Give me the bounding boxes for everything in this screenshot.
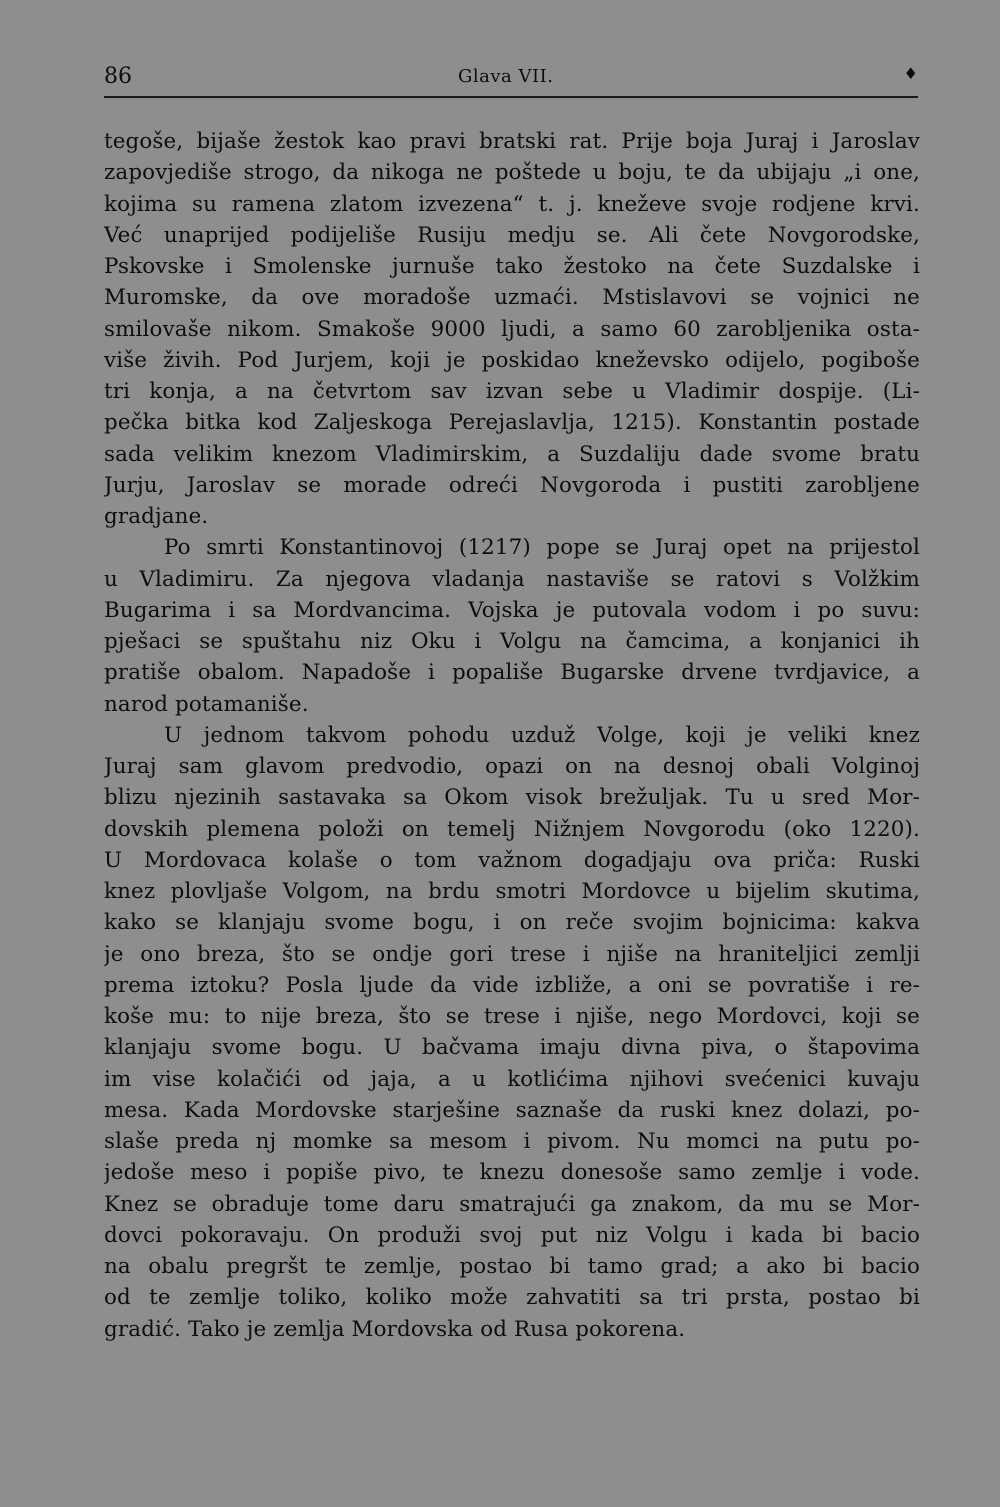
text-line: dovskih plemena položi on temelj Nižnjem Novgorodu (oko 1220). bbox=[104, 816, 920, 842]
text-line: slaše preda nj momke sa mesom i pivom. Nu momci na putu po- bbox=[104, 1129, 920, 1154]
text-line: na obalu pregršt te zemlje, postao bi tamo grad; a ako bi bacio bbox=[104, 1254, 920, 1279]
text-line: koše mu: to nije breza, što se trese i njiše, nego Mordovci, koji se bbox=[104, 1004, 920, 1029]
text-line: im vise kolačići od jaja, a u kotlićima njihovi svećenici kuvaju bbox=[104, 1066, 920, 1092]
text-line: narod potamaniše. bbox=[104, 691, 309, 717]
page-header bbox=[104, 64, 920, 92]
text-line: gradjane. bbox=[104, 504, 209, 529]
text-line: od te zemlje toliko, koliko može zahvatiti sa tri prsta, postao bi bbox=[104, 1285, 920, 1311]
text-line: Već unaprijed podijeliše Rusiju medju se. Ali čete Novgorodske, bbox=[104, 222, 920, 248]
text-line: blizu njezinih sastavaka sa Okom visok brežuljak. Tu u sred Mor- bbox=[104, 785, 920, 811]
text-line: tegoše, bijaše žestok kao pravi bratski rat. Prije boja Juraj i Jaroslav bbox=[104, 129, 920, 154]
text-line: klanjaju svome bogu. U bačvama imaju divna piva, o štapovima bbox=[104, 1035, 920, 1061]
header-rule bbox=[104, 96, 918, 98]
text-line: pratiše obalom. Napadoše i popališe Bugarske drvene tvrdjavice, a bbox=[104, 660, 920, 686]
text-line: Knez se obraduje tome daru smatrajući ga znakom, da mu se Mor- bbox=[104, 1191, 920, 1217]
text-line: sada velikim knezom Vladimirskim, a Suzdaliju dade svome bratu bbox=[104, 441, 920, 467]
text-line: kako se klanjaju svome bogu, i on reče svojim bojnicima: kakva bbox=[104, 910, 920, 936]
text-line: gradić. Tako je zemlja Mordovska od Rusa pokorena. bbox=[104, 1316, 686, 1342]
text-line: kojima su ramena zlatom izvezena“ t. j. kneževe svoje rodjene krvi. bbox=[104, 191, 920, 217]
text-line: jedoše meso i popiše pivo, te knezu donesoše samo zemlje i vode. bbox=[104, 1160, 920, 1186]
text-line: je ono breza, što se ondje gori trese i njiše na hraniteljici zemlji bbox=[104, 941, 920, 967]
ornament-icon: ♦ bbox=[903, 64, 918, 83]
text-line: dovci pokoravaju. On produži svoj put niz Volgu i kada bi bacio bbox=[104, 1222, 920, 1248]
text-line: U Mordovaca kolaše o tom važnom dogadjaju ova priča: Ruski bbox=[104, 847, 920, 873]
text-line: knez plovljaše Volgom, na brdu smotri Mordovce u bijelim skutima, bbox=[104, 879, 920, 904]
text-line: tri konja, a na četvrtom sav izvan sebe u Vladimir dospije. (Li- bbox=[104, 379, 920, 404]
text-line: Jurju, Jaroslav se morade odreći Novgoroda i pustiti zarobljene bbox=[104, 472, 920, 498]
text-line: smilovaše nikom. Smakoše 9000 ljudi, a samo 60 zarobljenika osta- bbox=[104, 316, 920, 342]
text-line: zapovjediše strogo, da nikoga ne poštede u boju, te da ubijaju „i one, bbox=[104, 160, 920, 186]
text-line: U jednom takvom pohodu uzduž Volge, koji je veliki knez bbox=[164, 722, 920, 748]
body-text bbox=[104, 126, 920, 1345]
text-line: Pskovske i Smolenske jurnuše tako žestoko na čete Suzdalske i bbox=[104, 254, 920, 279]
text-line: pečka bitka kod Zaljeskoga Perejaslavlja, 1215). Konstantin postade bbox=[104, 410, 920, 436]
text-line: Muromske, da ove moradoše uzmaći. Mstislavovi se vojnici ne bbox=[104, 285, 920, 311]
page-number: 86 bbox=[104, 64, 132, 89]
text-line: prema iztoku? Posla ljude da vide izbliže, a oni se povratiše i re- bbox=[104, 972, 920, 998]
text-line: Juraj sam glavom predvodio, opazi on na desnoj obali Volginoj bbox=[104, 754, 920, 779]
text-line: mesa. Kada Mordovske starješine saznaše da ruski knez dolazi, po- bbox=[104, 1097, 920, 1123]
text-line: Po smrti Konstantinovoj (1217) pope se Juraj opet na prijestol bbox=[164, 535, 920, 561]
text-line: više živih. Pod Jurjem, koji je poskidao kneževsko odijelo, pogiboše bbox=[104, 347, 920, 373]
text-line: u Vladimiru. Za njegova vladanja nastaviše se ratovi s Volžkim bbox=[104, 566, 920, 592]
text-line: pješaci se spuštahu niz Oku i Volgu na čamcima, a konjanici ih bbox=[104, 629, 920, 654]
text-line: Bugarima i sa Mordvancima. Vojska je putovala vodom i po suvu: bbox=[104, 597, 920, 623]
running-head: Glava VII. bbox=[458, 66, 554, 87]
